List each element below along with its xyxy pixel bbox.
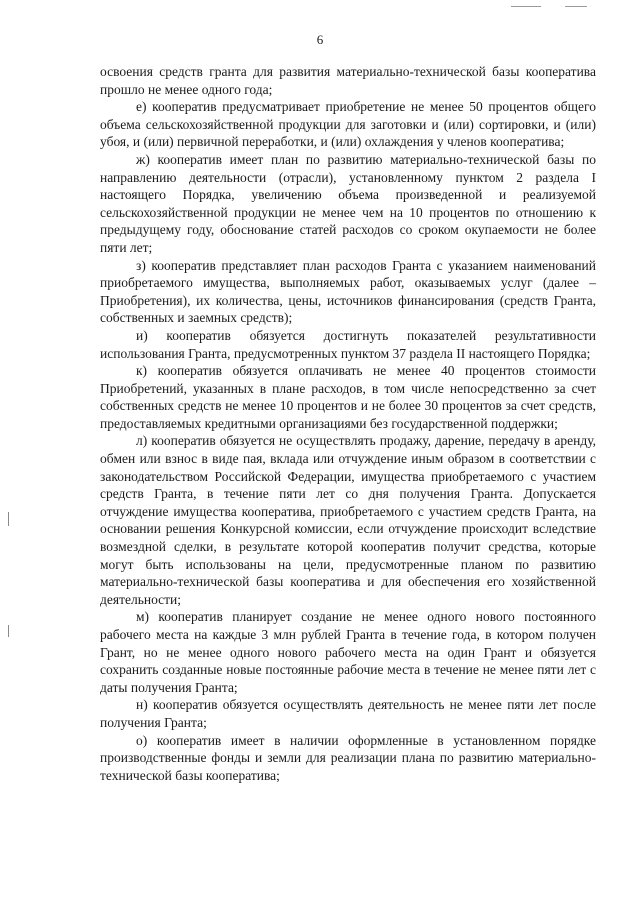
scan-mark-left-edge-1 [8,512,9,526]
scan-mark-left-edge-2 [8,625,9,637]
paragraph-m: м) кооператив планирует создание не менее одного нового постоянного рабочего места на каждые 3 млн рублей Гранта в течение года, в котором получен Грант, но не менее одного нового рабочего места на один Грант и обязуется сохранить созданные новые постоянные рабочие места в течение не менее пяти лет с даты получения Гранта; [100,609,596,695]
paragraph-zh: ж) кооператив имеет план по развитию материально-технической базы по направлению деятельности (отрасли), установленному пунктом 2 раздела I настоящего Порядка, увеличению объема произведенной и реализуемой сельскохозяйственной продукции не менее чем на 10 процентов по отношению к предыдущему году, обоснование статей расходов со сроком окупаемости не более пяти лет; [100,151,596,255]
paragraph-z: з) кооператив представляет план расходов Гранта с указанием наименований приобретаемого имущества, выполняемых работ, оказываемых услуг (далее – Приобретения), их количества, цены, источников финансирования (средств Гранта, собственных и заемных средств); [100,257,596,326]
paragraph-i: и) кооператив обязуется достигнуть показателей результативности использования Гранта, предусмотренных пунктом 37 раздела II настоящего Порядка; [100,327,596,361]
paragraph-e: е) кооператив предусматривает приобретение не менее 50 процентов общего объема сельскохозяйственной продукции для заготовки и (или) сортировки, и (или) убоя, и (или) первичной переработки, и (или) охлаждения у членов кооператива; [100,99,596,150]
document-body [100,63,596,784]
paragraph-o: о) кооператив имеет в наличии оформленные в установленном порядке производственные фонды и земли для реализации плана по развитию материально-технической базы кооператива; [100,732,596,783]
paragraph-k: к) кооператив обязуется оплачивать не менее 40 процентов стоимости Приобретений, указанных в плане расходов, в том числе непосредственно за счет собственных средств не менее 10 процентов и не более 30 процентов за счет средств, предоставляемых кредитными организациями без государственной поддержки; [100,363,596,431]
scan-mark-top-right-2 [565,6,587,7]
paragraph-continuation: освоения средств гранта для развития материально-технической базы кооператива прошло не менее одного года; [100,64,596,97]
paragraph-n: н) кооператив обязуется осуществлять деятельность не менее пяти лет после получения Гранта; [100,697,596,730]
page-number: 6 [316,32,324,47]
paragraph-l: л) кооператив обязуется не осуществлять продажу, дарение, передачу в аренду, обмен или взнос в виде пая, вклада или отчуждение иным образом в соответствии с законодательством Российской Федерации, имущества приобретаемого с участием средств Гранта, в течение пяти лет со дня получения Гранта. Допускается отчуждение имущества кооператива, приобретаемого с участием средств Гранта, на основании решения Конкурсной комиссии, если отчуждение происходит вследствие возмездной сделки, в результате которой кооператив получит средства, которые могут быть использованы на цели, предусмотренные планом по развитию материально-технической базы кооператива и для обеспечения его хозяйственной деятельности; [100,433,596,607]
scan-mark-top-right-1 [511,6,541,7]
